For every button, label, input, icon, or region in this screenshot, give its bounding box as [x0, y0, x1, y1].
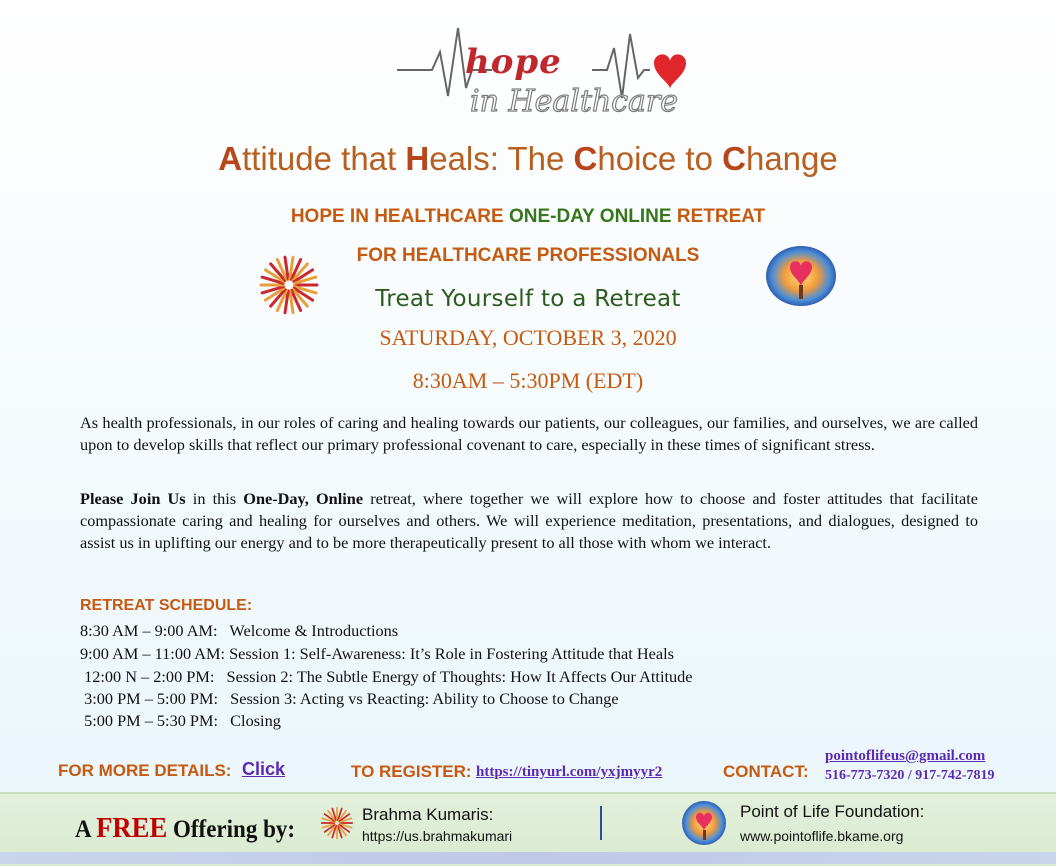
- retreat-headline: [0, 206, 1056, 228]
- one-day-online-text: One-Day, Online: [243, 489, 364, 508]
- details-link[interactable]: Click: [242, 759, 286, 779]
- invitation-text-2: retreat, where together we will explore how to choose and foster attitudes that facilitate compassionate caring and healing for ourselves and others. We will experience meditation, presentations, and dialogues, designed to assist us in uplifting our energy and to be more therapeutically present to all those with whom we interact.: [80, 489, 978, 552]
- details-label: FOR MORE DETAILS:: [58, 761, 232, 780]
- title-part: H: [405, 140, 430, 177]
- schedule-item: 5:00 PM – 5:30 PM: Closing: [80, 711, 281, 730]
- brahma-kumaris-name: Brahma Kumaris:: [362, 805, 494, 824]
- schedule-item: 8:30 AM – 9:00 AM: Welcome & Introductions: [80, 621, 399, 640]
- free-word: FREE: [96, 812, 168, 844]
- event-time: 8:30AM – 5:30PM (EDT): [412, 368, 644, 393]
- point-of-life-name: Point of Life Foundation:: [740, 802, 925, 821]
- contact-email-link[interactable]: pointoflifeus@gmail.com: [825, 748, 986, 764]
- schedule-item: 3:00 PM – 5:00 PM: Session 3: Acting vs Reacting: Ability to Choose to Change: [80, 689, 619, 708]
- title-part: hange: [745, 140, 838, 177]
- logo-hope-text: hope: [465, 42, 562, 82]
- contact-phone: 516-773-7320 / 917-742-7819: [825, 768, 995, 783]
- title-part: ttitude that: [242, 140, 406, 177]
- tagline: Treat Yourself to a Retreat: [375, 286, 681, 312]
- page-title: [0, 140, 1056, 178]
- contact-label: CONTACT:: [723, 762, 809, 781]
- intro-paragraph: As health professionals, in our roles of caring and healing towards our patients, our colleagues, our families, and ourselves, we are called upon to develop skills that reflect our primary professional covenant to care, especially in these times of significant stress.: [80, 413, 978, 454]
- title-part: eals: The: [429, 140, 574, 177]
- title-part: A: [218, 140, 243, 177]
- title-part: C: [573, 140, 598, 177]
- title-part: hoice to: [597, 140, 723, 177]
- event-date: SATURDAY, OCTOBER 3, 2020: [379, 325, 677, 350]
- title-part: C: [722, 140, 746, 177]
- free-offering-text: [75, 812, 295, 845]
- bottom-stripe: [0, 852, 1056, 864]
- logo-healthcare-text: in Healthcare: [470, 84, 679, 119]
- schedule-title: RETREAT SCHEDULE:: [80, 597, 253, 614]
- free-offering-rest: Offering by:: [167, 816, 296, 843]
- schedule-item: 9:00 AM – 11:00 AM: Session 1: Self-Awareness: It’s Role in Fostering Attitude that Heals: [80, 644, 674, 663]
- headline-part-2: ONE-DAY ONLINE: [508, 206, 672, 227]
- free-offering-a: A: [75, 816, 97, 843]
- invitation-paragraph: [80, 488, 978, 554]
- point-of-life-url[interactable]: www.pointoflife.bkame.org: [740, 828, 904, 844]
- headline-part-1: HOPE IN HEALTHCARE: [290, 206, 509, 227]
- brahma-kumaris-logo-icon: [320, 806, 354, 840]
- join-us-text: Please Join Us: [80, 489, 186, 508]
- invitation-text-1: in this: [185, 489, 244, 508]
- sponsor-divider: [600, 806, 602, 840]
- brahma-kumaris-url[interactable]: https://us.brahmakumari: [362, 828, 513, 844]
- headline-part-3: RETREAT: [671, 206, 766, 227]
- register-link[interactable]: https://tinyurl.com/yxjmyyr2: [476, 764, 663, 780]
- register-label: TO REGISTER:: [351, 762, 472, 781]
- schedule-item: 12:00 N – 2:00 PM: Session 2: The Subtle Energy of Thoughts: How It Affects Our Attitude: [80, 667, 693, 686]
- point-of-life-logo-icon: [681, 800, 727, 846]
- audience-headline: FOR HEALTHCARE PROFESSIONALS: [356, 245, 700, 266]
